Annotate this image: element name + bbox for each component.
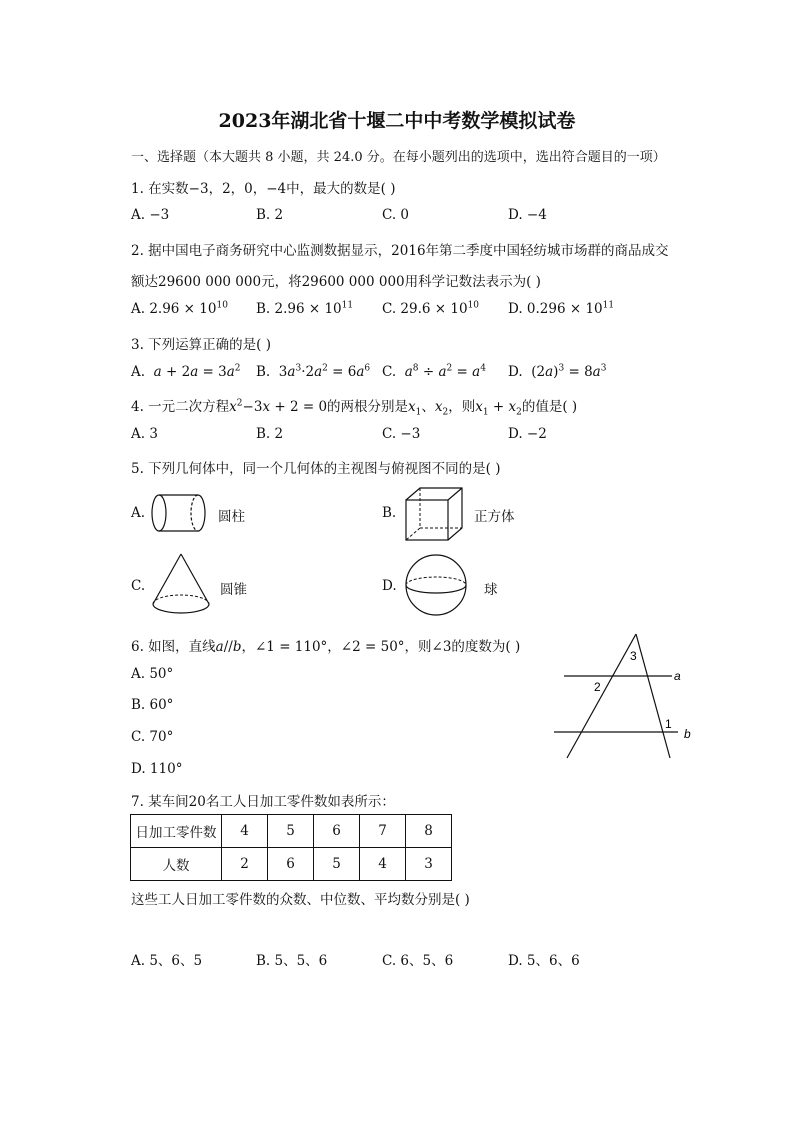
question-4-stem: 4. 一元二次方程$x^2-3x + 2 = 0$的两根分别是$x_1$、$x_2$，则$x_1 + x_2$的值是( ) <box>131 398 578 418</box>
table-header-cell: 日加工零件数 <box>131 815 222 848</box>
q2-option-c[interactable]: C. $29.6 \times 10^{10}$ <box>382 300 480 317</box>
q5-option-d-name: 球 <box>484 582 498 598</box>
question-2-stem-line1: 2. 据中国电子商务研究中心监测数据显示，2016年第二季度中国轻纺城市场群的商品成交 <box>131 243 669 259</box>
table-cell: 2 <box>222 848 268 881</box>
q3-option-a[interactable]: A. $a + 2a = 3a^2$ <box>131 363 241 380</box>
cylinder-figure <box>150 488 210 538</box>
parts-table <box>130 814 452 881</box>
table-cell: 8 <box>406 815 452 848</box>
cone-figure <box>150 552 212 618</box>
figure-label-b: b <box>684 727 691 741</box>
table-cell: 4 <box>222 815 268 848</box>
q7-option-d[interactable]: D. 5、6、6 <box>508 953 580 969</box>
q1-option-d[interactable]: D. −4 <box>508 207 547 223</box>
question-7-stem: 7. 某车间20名工人日加工零件数如表所示： <box>131 794 395 810</box>
q5-option-c-name: 圆锥 <box>220 582 247 598</box>
q3-option-b[interactable]: B. $3a^3\cdot 2a^2 = 6a^6$ <box>256 363 371 380</box>
table-row <box>131 848 452 881</box>
q6-option-c[interactable]: C. 70° <box>131 729 174 745</box>
q3-option-d[interactable]: D. $(2a)^3 = 8a^3$ <box>508 363 607 380</box>
q4-option-b[interactable]: B. 2 <box>256 426 284 442</box>
q1-option-a[interactable]: A. −3 <box>131 207 170 223</box>
table-header-cell: 人数 <box>131 848 222 881</box>
q6-option-a[interactable]: A. 50° <box>131 666 174 682</box>
q1-option-b[interactable]: B. 2 <box>256 207 284 223</box>
q4-option-c[interactable]: C. −3 <box>382 426 421 442</box>
table-cell: 6 <box>314 815 360 848</box>
q7-option-b[interactable]: B. 5、5、6 <box>256 953 328 969</box>
table-cell: 5 <box>314 848 360 881</box>
figure-label-2: 2 <box>594 680 601 694</box>
q2-option-d[interactable]: D. $0.296 \times 10^{11}$ <box>508 300 615 317</box>
q7-option-c[interactable]: C. 6、5、6 <box>382 953 454 969</box>
figure-label-1: 1 <box>665 717 672 731</box>
q5-option-b-name: 正方体 <box>474 509 515 525</box>
sphere-figure <box>404 553 468 617</box>
question-5-stem: 5. 下列几何体中，同一个几何体的主视图与俯视图不同的是( ) <box>131 461 501 477</box>
page-title: 2023年湖北省十堰二中中考数学模拟试卷 <box>218 110 576 132</box>
question-6-stem: 6. 如图，直线a//b，∠1 = 110°，∠2 = 50°，则∠3的度数为( ) <box>131 639 521 655</box>
q3-option-c[interactable]: C. $a^8 \div a^2 = a^4$ <box>382 363 486 380</box>
q1-option-c[interactable]: C. 0 <box>382 207 410 223</box>
q7-option-a[interactable]: A. 5、6、5 <box>131 953 203 969</box>
q6-option-d[interactable]: D. 110° <box>131 761 183 777</box>
table-cell: 3 <box>406 848 452 881</box>
figure-label-3: 3 <box>630 649 637 663</box>
table-cell: 6 <box>268 848 314 881</box>
q5-option-a-name: 圆柱 <box>218 509 245 525</box>
question-3-stem: 3. 下列运算正确的是( ) <box>131 337 271 353</box>
table-row <box>131 815 452 848</box>
q5-option-d-label[interactable]: D. <box>382 578 397 594</box>
q5-option-b-label[interactable]: B. <box>382 505 397 521</box>
q2-option-b[interactable]: B. $2.96 \times 10^{11}$ <box>256 300 354 317</box>
q6-option-b[interactable]: B. 60° <box>131 697 174 713</box>
parallel-lines-figure <box>550 630 700 765</box>
table-cell: 4 <box>360 848 406 881</box>
question-7-question: 这些工人日加工零件数的众数、中位数、平均数分别是( ) <box>131 892 470 908</box>
figure-label-a: a <box>674 669 681 683</box>
q2-option-a[interactable]: A. $2.96 \times 10^{10}$ <box>131 300 228 317</box>
table-cell: 7 <box>360 815 406 848</box>
cube-figure <box>404 486 464 542</box>
question-1-stem: 1. 在实数−3，2，0，−4中，最大的数是( ) <box>131 181 396 197</box>
table-cell: 5 <box>268 815 314 848</box>
q5-option-c-label[interactable]: C. <box>131 578 146 594</box>
question-2-stem-line2: 额达29600 000 000元，将29600 000 000用科学记数法表示为( ) <box>131 274 541 290</box>
q4-option-a[interactable]: A. 3 <box>131 426 158 442</box>
q4-option-d[interactable]: D. −2 <box>508 426 547 442</box>
q5-option-a-label[interactable]: A. <box>131 505 146 521</box>
section-heading: 一、选择题（本大题共 8 小题，共 24.0 分。在每小题列出的选项中，选出符合题目的一项） <box>131 150 666 165</box>
